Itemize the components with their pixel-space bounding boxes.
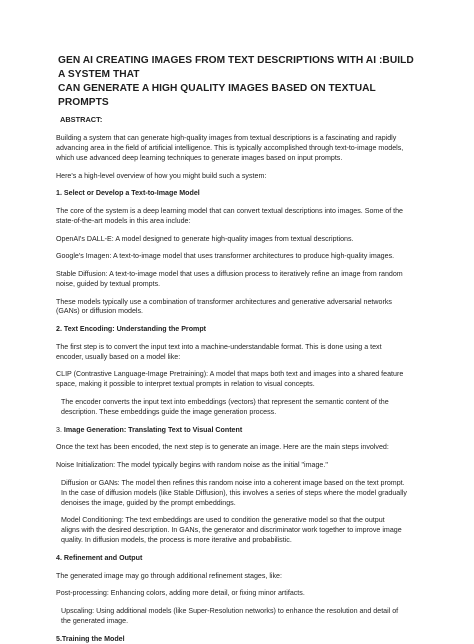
model-conditioning-paragraph: Model Conditioning: The text embeddings are used to condition the generative model so that the output aligns with the desired description. In GANs, the generator and discriminator work together to improve image quality. In diffusion models, the process is more iterative and probabilistic. [61, 516, 402, 545]
intro-paragraph: Building a system that can generate high-quality images from textual descriptions is a fascinating and rapidly advancing area in the field of artificial intelligence. This is typically accomplished through text-to-image models, which use advanced deep learning techniques to generate images based on input prompts. [56, 134, 404, 162]
overview-paragraph: Here's a high-level overview of how you might build such a system: [56, 171, 267, 180]
imagen-paragraph: Google's Imagen: A text-to-image model that uses transformer architectures to produce high-quality images. [56, 252, 395, 261]
encoder-paragraph: The encoder converts the input text into embeddings (vectors) that represent the semantic content of the description. These embeddings guide the image generation process. [61, 398, 389, 416]
section-2-intro: The first step is to convert the input text into a machine-understandable format. This is done using a text encoder, usually based on a model like: [56, 342, 382, 361]
dalle-paragraph: OpenAI's DALL-E: A model designed to generate high-quality images from textual descriptions. [56, 234, 354, 243]
abstract-heading: ABSTRACT: [60, 115, 103, 124]
clip-paragraph: CLIP (Contrastive Language-Image Pretraining): A model that maps both text and images into a shared feature space, making it possible to interpret textual prompts in relation to visual concepts. [56, 370, 404, 389]
upscaling-paragraph: Upscaling: Using additional models (like Super-Resolution networks) to enhance the resolution and detail of the generated image. [61, 606, 399, 625]
title-line-2: CAN GENERATE A HIGH QUALITY IMAGES BASED ON TEXTUAL PROMPTS [58, 83, 376, 108]
section-5-heading: 5.Training the Model [56, 634, 125, 643]
section-4-intro: The generated image may go through additional refinement stages, like: [56, 571, 282, 580]
stable-diffusion-paragraph: Stable Diffusion: A text-to-image model that uses a diffusion process to iteratively refine an image from random noise, guided by textual prompts. [56, 269, 403, 288]
section-2-heading: 2. Text Encoding: Understanding the Prompt [56, 325, 207, 334]
section-3-heading: 3. Image Generation: Translating Text to Visual Content [56, 425, 243, 434]
models-combination-paragraph: These models typically use a combination of transformer architectures and generative adversarial networks (GANs) or diffusion models. [56, 297, 392, 316]
section-1-intro: The core of the system is a deep learning model that can convert textual descriptions into images. Some of the state-of-the-art models in this area include: [56, 206, 403, 225]
document-title [58, 54, 418, 110]
section-4-heading: 4. Refinement and Output [56, 553, 143, 562]
noise-init-paragraph: Noise Initialization: The model typically begins with random noise as the initial "image." [56, 461, 328, 470]
section-1-heading: 1. Select or Develop a Text-to-Image Model [56, 189, 200, 198]
section-3-intro: Once the text has been encoded, the next step is to generate an image. Here are the main steps involved: [56, 443, 389, 452]
post-processing-paragraph: Post-processing: Enhancing colors, adding more detail, or fixing minor artifacts. [56, 589, 305, 598]
diffusion-gans-paragraph: Diffusion or GANs: The model then refines this random noise into a coherent image based on the text prompt. In the case of diffusion models (like Stable Diffusion), this involves a series of steps where the model gradually denoises the image, guided by the prompt embeddings. [61, 478, 407, 507]
title-line-1: GEN AI CREATING IMAGES FROM TEXT DESCRIPTIONS WITH AI :BUILD A SYSTEM THAT [58, 55, 414, 80]
